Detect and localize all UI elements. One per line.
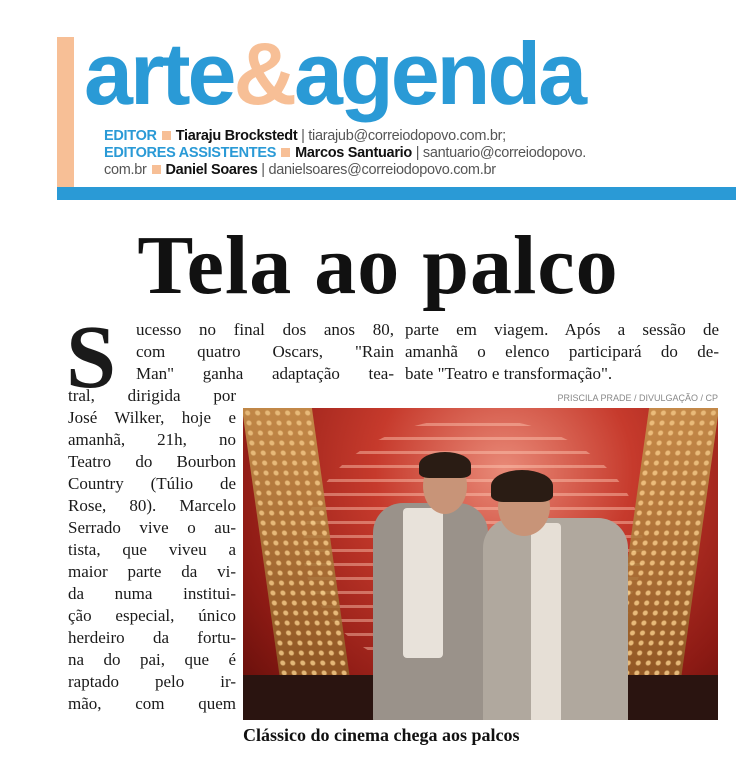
assistant1-email: | santuario@correiodopovo. (415, 145, 586, 161)
body-column-1-top (136, 319, 394, 385)
editor-email: | tiarajub@correiodopovo.com.br; (301, 128, 506, 144)
headline: Tela ao palco (137, 219, 619, 312)
photo-credit: PRISCILA PRADE / DIVULGAÇÃO / CP (557, 393, 718, 403)
assistant1-name: Marcos Santuario (295, 145, 412, 161)
square-bullet-icon (162, 131, 171, 140)
text-line: herdeiro da fortu- (68, 628, 236, 647)
assistants-role: EDITORES ASSISTENTES (104, 145, 277, 161)
text-line: parte em viagem. Após a sessão de (405, 320, 719, 339)
section-masthead (84, 24, 584, 124)
editor-name: Tiaraju Brockstedt (175, 128, 298, 144)
text-line: tral, dirigida por (68, 386, 236, 405)
text-line: tista, que viveu a (68, 540, 236, 559)
text-line: José Wilker, hoje e (68, 408, 236, 427)
actor-left-hair (419, 452, 471, 478)
blue-divider-bar (57, 187, 736, 200)
text-line: Country (Túlio de (68, 474, 236, 493)
masthead-part1: arte (84, 24, 234, 123)
editor-credits (104, 128, 586, 179)
text-line: Teatro do Bourbon (68, 452, 236, 471)
text-line: Man" ganha adaptação tea- (136, 364, 394, 383)
text-line: bate "Teatro e transformação". (405, 364, 613, 383)
actor-right-scarf (531, 523, 561, 720)
square-bullet-icon (281, 148, 290, 157)
text-line: da numa institui- (68, 584, 236, 603)
text-line: mão, com quem (68, 694, 236, 713)
editor-role: EDITOR (104, 128, 157, 144)
text-line: na do pai, que é (68, 650, 236, 669)
text-line: com quatro Oscars, "Rain (136, 342, 394, 361)
square-bullet-icon (152, 165, 161, 174)
body-column-1 (68, 385, 236, 715)
assistant2-name: Daniel Soares (165, 162, 258, 178)
masthead-part2: agenda (294, 24, 585, 123)
actor-left-shirt (403, 508, 443, 658)
dropcap: S (66, 308, 117, 407)
text-line: amanhã, 21h, no (68, 430, 236, 449)
body-column-2 (405, 319, 719, 385)
assistant1-email-cont: com.br (104, 162, 147, 178)
photo-caption: Clássico do cinema chega aos palcos (243, 725, 520, 745)
assistant2-email: | danielsoares@correiodopovo.com.br (261, 162, 496, 178)
text-line: ção especial, único (68, 606, 236, 625)
text-line: Serrado vive o au- (68, 518, 236, 537)
text-line: maior parte da vi- (68, 562, 236, 581)
text-line: Rose, 80). Marcelo (68, 496, 236, 515)
text-line: ucesso no final dos anos 80, (136, 320, 394, 339)
masthead-ampersand: & (233, 24, 294, 123)
actor-right-hair (491, 470, 553, 502)
stage-photo (243, 408, 718, 720)
text-line: amanhã o elenco participará do de- (405, 342, 719, 361)
text-line: raptado pelo ir- (68, 672, 236, 691)
orange-accent-bar (57, 37, 74, 197)
